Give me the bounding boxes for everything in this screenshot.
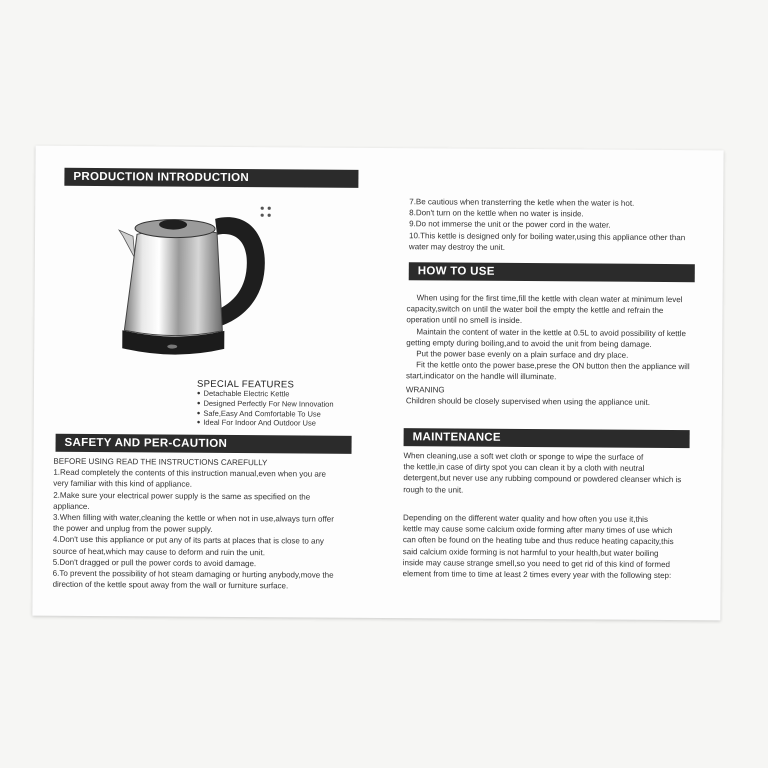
safety-line: direction of the kettle spout away from the wall or furniture surface. [52, 579, 289, 591]
maintenance-line: detergent,but never use any rubbing compound or powdered cleanser which is [403, 473, 682, 485]
caution-line: 8.Don't turn on the kettle when no water is inside. [409, 208, 584, 219]
safety-line: 5.Don't dragged or pull the power cords to avoid damage. [52, 557, 257, 568]
warning-label: WRANING [405, 385, 445, 395]
feature-item: ● Designed Perfectly For New Innovation [197, 400, 334, 411]
maintenance-line: inside may cause strange smell,so you need to get rid of this kind of formed [402, 557, 671, 569]
feature-item: ● Detachable Electric Kettle [197, 390, 334, 401]
kettle-image [114, 200, 271, 365]
how-to-use-heading: HOW TO USE [409, 262, 695, 282]
maintenance-line: When cleaning,use a soft wet cloth or sponge to wipe the surface of [403, 451, 644, 462]
safety-line: 4.Don't use this appliance or put any of its parts at places that is close to any [52, 535, 324, 547]
warning-block [406, 384, 722, 409]
howto-line: Put the power base evenly on a plain surface and dry place. [416, 349, 629, 360]
feature-item: ● Ideal For Indoor And Outdoor Use [197, 419, 334, 430]
how-to-use-text [406, 292, 723, 384]
maintenance-line: rough to the unit. [403, 484, 464, 495]
color-dots-icon [257, 205, 279, 219]
caution-text [409, 196, 721, 254]
features-list [197, 390, 334, 430]
caution-line: 9.Do not immerse the unit or the power cord in the water. [409, 219, 611, 231]
maintenance-text-2 [403, 512, 719, 581]
caution-line: water may destroy the unit. [408, 242, 506, 252]
safety-heading: SAFETY AND PER-CAUTION [56, 434, 352, 454]
howto-line: When using for the first time,fill the kettle with clean water at minimum level [416, 293, 683, 305]
special-features-title: SPECIAL FEATURES [196, 378, 295, 391]
left-column [36, 146, 376, 591]
howto-line: getting empty during boiling,and to avoid the unit from being damage. [406, 338, 652, 349]
feature-item: ● Safe,Easy And Comfortable To Use [197, 409, 334, 420]
instruction-sheet [32, 146, 723, 621]
safety-line: BEFORE USING READ THE INSTRUCTIONS CAREFULLY [53, 456, 268, 468]
safety-text [53, 456, 364, 593]
howto-line: capacity,switch on until the water boil the empty the kettle and refrain the [406, 304, 664, 316]
maintenance-text [403, 450, 719, 497]
maintenance-heading: MAINTENANCE [404, 428, 690, 448]
maintenance-line: kettle may cause some calcium oxide forming after many times of use which [402, 524, 673, 536]
maintenance-line: element from time to time at least 2 times every year with the following step: [402, 569, 672, 581]
safety-line: appliance. [53, 501, 90, 511]
safety-line: source of heat,which may cause to deform and ruin the unit. [52, 546, 265, 557]
maintenance-line: said calcium oxide forming is not harmful to your health,but water boiling [402, 546, 659, 558]
safety-line: very familiar with this kind of appliance. [53, 479, 193, 490]
howto-line: Maintain the content of water in the kettle at 0.5L to avoid possibility of kettle [416, 326, 687, 338]
safety-line: 6.To prevent the possibility of hot steam damaging or hurting anybody,move the [52, 568, 334, 580]
caution-line: 10.This kettle is designed only for boiling water,using this appliance other than [409, 230, 686, 242]
maintenance-line: the kettle,in case of dirty spot you can clean it by a cloth with neutral [403, 462, 645, 474]
special-features [197, 379, 334, 430]
howto-line: start,indicator on the handle will illuminate. [406, 371, 557, 382]
safety-line: the power and unplug from the power supply. [52, 523, 213, 535]
safety-line: 3.When filling with water,cleaning the kettle or when not in use,always turn offer [53, 512, 334, 524]
howto-line: Fit the kettle onto the power base,prese the ON button then the appliance will [416, 360, 690, 372]
maintenance-line: can often be found on the heating tube and thus reduce heating capacity,this [402, 535, 674, 547]
right-column [402, 148, 724, 581]
safety-line: 2.Make sure your electrical power supply is the same as specified on the [53, 490, 311, 502]
howto-line: operation until no smell is inside. [406, 315, 523, 326]
caution-line: 7.Be cautious when transterring the ketle when the water is hot. [409, 197, 635, 208]
maintenance-line: Depending on the different water quality and how often you use it,this [403, 513, 648, 524]
warning-text: Children should be closely supervised when using the appliance unit. [405, 396, 651, 408]
safety-line: 1.Read completely the contents of this instruction manual,even when you are [53, 467, 327, 479]
production-introduction-heading: PRODUCTION INTRODUCTION [64, 168, 358, 188]
